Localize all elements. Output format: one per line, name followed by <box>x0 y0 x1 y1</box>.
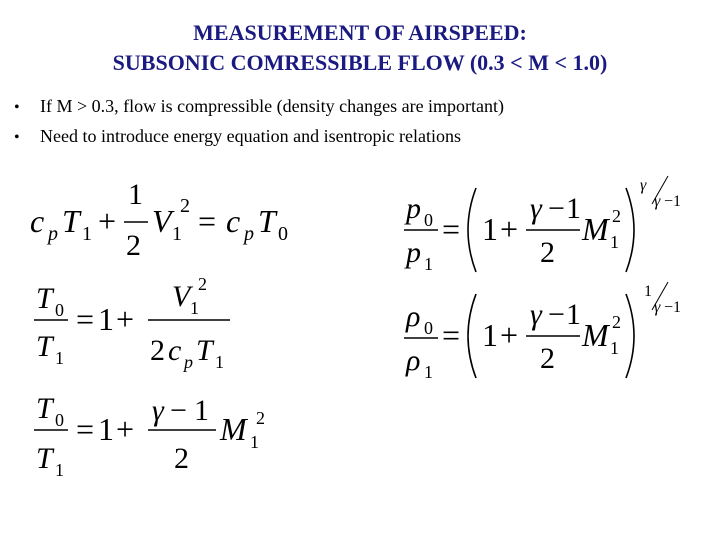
svg-text:T: T <box>258 203 276 239</box>
svg-text:−: − <box>548 192 565 225</box>
svg-text:2: 2 <box>612 312 621 332</box>
svg-text:1: 1 <box>250 432 259 452</box>
svg-text:1: 1 <box>566 298 581 331</box>
svg-text:1: 1 <box>215 352 224 372</box>
svg-text:+: + <box>116 411 135 447</box>
svg-text:=: = <box>76 411 95 447</box>
svg-text:=: = <box>76 301 95 337</box>
temperature-mach-equation <box>34 392 265 480</box>
svg-text:1: 1 <box>482 211 498 247</box>
svg-text:0: 0 <box>55 410 64 430</box>
svg-text:p: p <box>406 236 421 269</box>
svg-text:−: − <box>170 394 187 427</box>
energy-equation <box>30 178 288 262</box>
svg-text:V: V <box>152 203 172 239</box>
svg-text:2: 2 <box>180 195 190 217</box>
svg-text:c: c <box>226 203 241 239</box>
svg-text:1: 1 <box>98 301 114 337</box>
svg-text:=: = <box>198 203 217 239</box>
svg-text:0: 0 <box>424 318 433 338</box>
svg-text:−1: −1 <box>664 299 682 316</box>
svg-text:0: 0 <box>424 210 433 230</box>
svg-text:T: T <box>196 334 213 367</box>
svg-text:0: 0 <box>278 223 288 245</box>
svg-text:c: c <box>168 334 182 367</box>
svg-text:p: p <box>244 223 254 245</box>
svg-text:1: 1 <box>55 348 64 368</box>
svg-text:1: 1 <box>610 338 619 358</box>
svg-text:1: 1 <box>566 192 581 225</box>
svg-text:2: 2 <box>612 206 621 226</box>
svg-text:T: T <box>36 330 53 363</box>
svg-text:M: M <box>582 211 609 247</box>
svg-text:1: 1 <box>610 232 619 252</box>
svg-text:−1: −1 <box>664 193 682 210</box>
svg-text:ρ: ρ <box>406 300 421 333</box>
svg-text:p: p <box>48 223 58 245</box>
svg-text:1: 1 <box>55 460 64 480</box>
svg-text:+: + <box>116 301 135 337</box>
svg-text:+: + <box>500 211 519 247</box>
svg-text:1: 1 <box>482 317 498 353</box>
svg-text:V: V <box>172 280 191 313</box>
title-line-1: MEASUREMENT OF AIRSPEED: <box>193 20 527 45</box>
svg-text:γ: γ <box>530 298 542 331</box>
svg-text:1: 1 <box>644 283 652 300</box>
svg-text:γ: γ <box>530 192 542 225</box>
svg-text:p: p <box>406 192 421 225</box>
svg-text:1: 1 <box>98 411 114 447</box>
svg-text:1: 1 <box>424 362 433 382</box>
svg-text:2: 2 <box>256 408 265 428</box>
bullet-text: Need to introduce energy equation and isentropic relations <box>40 126 462 146</box>
density-ratio-equation <box>404 282 681 382</box>
svg-text:c: c <box>30 203 45 239</box>
svg-text:0: 0 <box>55 300 64 320</box>
svg-text:2: 2 <box>150 334 165 367</box>
svg-text:M: M <box>220 411 247 447</box>
svg-text:=: = <box>442 317 461 353</box>
svg-text:γ: γ <box>152 394 164 427</box>
svg-text:1: 1 <box>194 394 209 427</box>
svg-text:−: − <box>548 298 565 331</box>
svg-text:T: T <box>36 392 53 425</box>
svg-text:p: p <box>184 352 193 372</box>
pressure-ratio-equation <box>404 176 681 274</box>
svg-text:ρ: ρ <box>406 344 421 377</box>
svg-text:1: 1 <box>190 298 199 318</box>
bullet-dot: • <box>14 99 20 116</box>
svg-text:T: T <box>36 442 53 475</box>
svg-text:+: + <box>98 203 117 239</box>
svg-text:2: 2 <box>126 229 141 262</box>
svg-text:1: 1 <box>128 178 143 211</box>
svg-text:2: 2 <box>540 342 555 375</box>
svg-text:2: 2 <box>540 236 555 269</box>
svg-text:γ: γ <box>654 193 661 210</box>
svg-text:γ: γ <box>640 177 647 194</box>
bullet-text: If M > 0.3, flow is compressible (density changes are important) <box>40 96 505 116</box>
title-line-2: SUBSONIC COMRESSIBLE FLOW (0.3 < M < 1.0) <box>112 50 608 75</box>
svg-text:2: 2 <box>174 442 189 475</box>
svg-text:γ: γ <box>654 299 661 316</box>
svg-text:=: = <box>442 211 461 247</box>
svg-text:1: 1 <box>82 223 92 245</box>
svg-text:T: T <box>36 282 53 315</box>
svg-text:M: M <box>582 317 609 353</box>
svg-text:1: 1 <box>424 254 433 274</box>
temperature-velocity-equation <box>34 274 230 372</box>
bullet-dot: • <box>14 129 20 146</box>
svg-text:+: + <box>500 317 519 353</box>
svg-text:2: 2 <box>198 274 207 294</box>
svg-text:1: 1 <box>172 223 182 245</box>
svg-text:T: T <box>62 203 80 239</box>
